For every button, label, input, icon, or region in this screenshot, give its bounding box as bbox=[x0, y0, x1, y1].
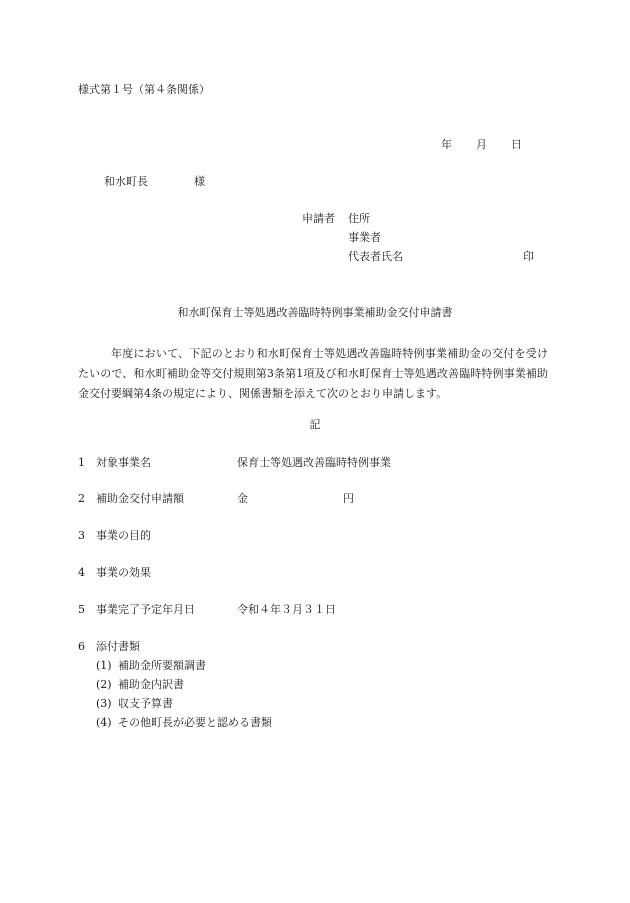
attachment-item bbox=[96, 660, 206, 671]
recipient-honorific: 様 bbox=[194, 175, 205, 188]
attachment-number: (2) bbox=[96, 678, 112, 691]
item-2-value: 金 bbox=[237, 492, 248, 505]
item-5-label: 事業完了予定年月日 bbox=[96, 603, 195, 616]
applicant-representative-label: 代表者氏名 bbox=[348, 250, 403, 263]
applicant-address-label: 住所 bbox=[348, 212, 370, 225]
attachment-label: 補助金所要額調書 bbox=[118, 659, 206, 672]
date-month: 月 bbox=[476, 138, 487, 151]
item-3-number: 3 bbox=[78, 529, 85, 542]
document-title: 和水町保育士等処遇改善臨時特例事業補助金交付申請書 bbox=[177, 306, 453, 319]
item-4-number: 4 bbox=[78, 566, 85, 579]
item-6-label: 添付書類 bbox=[96, 640, 140, 653]
attachment-label: その他町長が必要と認める書類 bbox=[118, 716, 272, 729]
item-4-label: 事業の効果 bbox=[96, 566, 151, 579]
form-label: 様式第１号（第４条関係） bbox=[78, 83, 210, 96]
item-3-label: 事業の目的 bbox=[96, 529, 151, 542]
date-line bbox=[441, 139, 522, 150]
recipient bbox=[104, 176, 205, 187]
attachment-number: (4) bbox=[96, 716, 112, 729]
applicant-label: 申請者 bbox=[302, 212, 335, 225]
item-5-number: 5 bbox=[78, 603, 85, 616]
date-year: 年 bbox=[441, 138, 452, 151]
date-day: 日 bbox=[511, 138, 522, 151]
attachment-label: 補助金内訳書 bbox=[118, 678, 184, 691]
body-paragraph: 年度において、下記のとおり和水町保育士等処遇改善臨時特例事業補助金の交付を受けたいので、和水町補助金等交付規則第3条第1項及び和水町保育士等処遇改善臨時特例事業補助金交付要綱第4条の規定により、関係書類を添えて次のとおり申請します。 bbox=[78, 347, 548, 400]
item-2-unit: 円 bbox=[343, 492, 354, 505]
applicant-business-label: 事業者 bbox=[348, 231, 381, 244]
attachment-item bbox=[96, 679, 184, 690]
item-2-label: 補助金交付申請額 bbox=[96, 492, 184, 505]
item-1-number: 1 bbox=[78, 456, 85, 469]
item-1-label: 対象事業名 bbox=[96, 456, 151, 469]
seal-mark: 印 bbox=[523, 250, 534, 263]
recipient-name: 和水町長 bbox=[104, 175, 148, 188]
attachment-item bbox=[96, 698, 173, 709]
attachment-item bbox=[96, 717, 272, 728]
attachment-label: 収支予算書 bbox=[118, 697, 173, 710]
ki-heading: 記 bbox=[309, 418, 321, 431]
item-6-number: 6 bbox=[78, 640, 85, 653]
attachment-number: (1) bbox=[96, 659, 112, 672]
attachment-number: (3) bbox=[96, 697, 112, 710]
item-1-value: 保育士等処遇改善臨時特例事業 bbox=[237, 456, 391, 469]
item-5-value: 令和４年３月３１日 bbox=[237, 603, 336, 616]
item-2-number: 2 bbox=[78, 492, 85, 505]
